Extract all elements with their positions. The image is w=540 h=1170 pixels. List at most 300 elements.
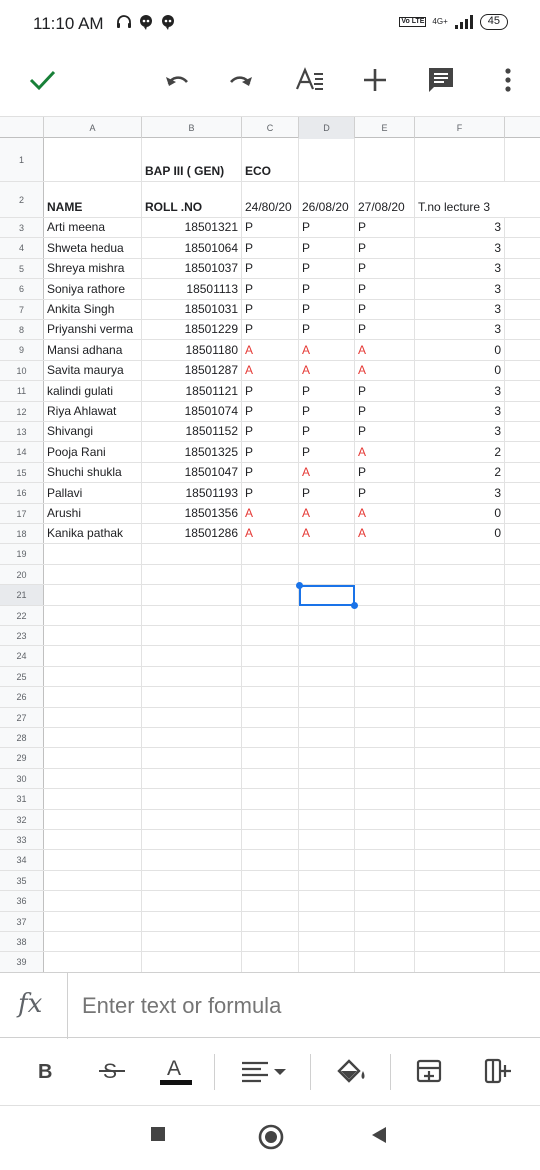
cell-b[interactable] xyxy=(142,769,242,788)
cell-a[interactable] xyxy=(44,585,142,604)
cell-d[interactable] xyxy=(299,850,355,869)
cell-d[interactable] xyxy=(299,810,355,829)
cell-c[interactable] xyxy=(242,830,299,849)
row-number[interactable]: 38 xyxy=(0,932,44,951)
cell-d[interactable]: A xyxy=(299,463,355,482)
cell-d[interactable]: P xyxy=(299,483,355,502)
cell-f[interactable] xyxy=(415,952,505,971)
cell-f[interactable] xyxy=(415,871,505,890)
cell-e[interactable] xyxy=(355,891,415,910)
cell-b[interactable] xyxy=(142,830,242,849)
cell-b[interactable] xyxy=(142,606,242,625)
cell-c[interactable]: P xyxy=(242,463,299,482)
strikethrough-button[interactable] xyxy=(94,1056,130,1086)
cell-e[interactable] xyxy=(355,646,415,665)
cell-c[interactable] xyxy=(242,606,299,625)
align-button[interactable] xyxy=(238,1056,288,1086)
cell-b[interactable] xyxy=(142,708,242,727)
row-number[interactable]: 28 xyxy=(0,728,44,747)
cell-b[interactable]: 18501321 xyxy=(142,218,242,237)
row-number[interactable]: 9 xyxy=(0,340,44,359)
cell-d[interactable] xyxy=(299,912,355,931)
cell-e[interactable]: P xyxy=(355,402,415,421)
cell-c[interactable] xyxy=(242,728,299,747)
cell-b[interactable] xyxy=(142,789,242,808)
cell-d[interactable] xyxy=(299,728,355,747)
row-number[interactable]: 17 xyxy=(0,504,44,523)
cell-b[interactable] xyxy=(142,871,242,890)
row-number[interactable]: 3 xyxy=(0,218,44,237)
cell-a[interactable]: kalindi gulati xyxy=(44,381,142,400)
cell-b[interactable]: 18501152 xyxy=(142,422,242,441)
cell-c[interactable]: P xyxy=(242,300,299,319)
row-number[interactable]: 32 xyxy=(0,810,44,829)
cell-a[interactable]: Pooja Rani xyxy=(44,442,142,461)
row-number[interactable]: 35 xyxy=(0,871,44,890)
cell-b[interactable]: 18501229 xyxy=(142,320,242,339)
cell-e[interactable]: P xyxy=(355,483,415,502)
cell-a[interactable]: Shuchi shukla xyxy=(44,463,142,482)
cell-d[interactable]: A xyxy=(299,361,355,380)
cell-b[interactable]: 18501064 xyxy=(142,238,242,257)
cell-b[interactable] xyxy=(142,585,242,604)
cell-a[interactable]: Pallavi xyxy=(44,483,142,502)
row-number[interactable]: 33 xyxy=(0,830,44,849)
cell-f[interactable] xyxy=(415,565,505,584)
row-number[interactable]: 11 xyxy=(0,381,44,400)
cell-f[interactable]: 3 xyxy=(415,422,505,441)
cell-a[interactable]: Shivangi xyxy=(44,422,142,441)
cell-f[interactable] xyxy=(415,932,505,951)
cell-a[interactable]: Mansi adhana xyxy=(44,340,142,359)
column-header-g[interactable] xyxy=(505,117,540,139)
text-format-button[interactable] xyxy=(290,60,330,100)
cell-d[interactable] xyxy=(299,830,355,849)
cell-e[interactable]: A xyxy=(355,340,415,359)
cell-a[interactable] xyxy=(44,850,142,869)
cell-b[interactable] xyxy=(142,565,242,584)
cell-f[interactable] xyxy=(415,708,505,727)
cell-f[interactable] xyxy=(415,789,505,808)
cell-d[interactable]: A xyxy=(299,504,355,523)
cell-f[interactable] xyxy=(415,585,505,604)
cell-a[interactable]: Priyanshi verma xyxy=(44,320,142,339)
cell-b[interactable]: 18501113 xyxy=(142,279,242,298)
cell-b[interactable]: ROLL .NO xyxy=(142,182,242,217)
cell-f[interactable] xyxy=(415,687,505,706)
cell-f[interactable] xyxy=(415,544,505,563)
cell-f[interactable] xyxy=(415,769,505,788)
cell-f[interactable]: 0 xyxy=(415,504,505,523)
cell-c[interactable]: P xyxy=(242,320,299,339)
row-number[interactable]: 25 xyxy=(0,667,44,686)
cell-d[interactable] xyxy=(299,708,355,727)
column-header-d[interactable]: D xyxy=(299,117,355,139)
cell-d[interactable]: P xyxy=(299,381,355,400)
cell-a[interactable] xyxy=(44,646,142,665)
cell-c[interactable]: A xyxy=(242,504,299,523)
cell-f[interactable]: 3 xyxy=(415,279,505,298)
cell-a[interactable] xyxy=(44,667,142,686)
redo-button[interactable] xyxy=(222,60,262,100)
formula-input[interactable] xyxy=(82,993,522,1019)
column-header-a[interactable]: A xyxy=(44,117,142,139)
cell-a[interactable]: Soniya rathore xyxy=(44,279,142,298)
cell-b[interactable]: 18501074 xyxy=(142,402,242,421)
bold-button[interactable] xyxy=(30,1056,60,1086)
cell-d[interactable]: P xyxy=(299,402,355,421)
cell-e[interactable] xyxy=(355,565,415,584)
cell-c[interactable] xyxy=(242,871,299,890)
cell-b[interactable] xyxy=(142,544,242,563)
cell-f[interactable] xyxy=(415,912,505,931)
cell-d[interactable]: P xyxy=(299,320,355,339)
row-number[interactable]: 1 xyxy=(0,138,44,181)
selection-handle-end[interactable] xyxy=(351,602,358,609)
cell-e[interactable] xyxy=(355,850,415,869)
cell-a[interactable] xyxy=(44,626,142,645)
cell-b[interactable] xyxy=(142,667,242,686)
cell-f[interactable] xyxy=(415,748,505,767)
row-number[interactable]: 26 xyxy=(0,687,44,706)
cell-b[interactable] xyxy=(142,626,242,645)
cell-f[interactable] xyxy=(415,646,505,665)
cell-c[interactable] xyxy=(242,565,299,584)
cell-d[interactable]: P xyxy=(299,300,355,319)
cell-f[interactable] xyxy=(415,810,505,829)
row-number[interactable]: 22 xyxy=(0,606,44,625)
cell-f[interactable] xyxy=(415,891,505,910)
cell-b[interactable]: 18501047 xyxy=(142,463,242,482)
row-number[interactable]: 10 xyxy=(0,361,44,380)
row-number[interactable]: 37 xyxy=(0,912,44,931)
cell-f[interactable] xyxy=(415,830,505,849)
cell-a[interactable] xyxy=(44,952,142,971)
cell-a[interactable]: Shweta hedua xyxy=(44,238,142,257)
cell-a[interactable] xyxy=(44,565,142,584)
cell-b[interactable]: 18501287 xyxy=(142,361,242,380)
cell-f[interactable] xyxy=(415,728,505,747)
cell-b[interactable]: 18501037 xyxy=(142,259,242,278)
cell-b[interactable] xyxy=(142,646,242,665)
row-number[interactable]: 16 xyxy=(0,483,44,502)
cell-e[interactable]: P xyxy=(355,259,415,278)
cell-c[interactable]: A xyxy=(242,361,299,380)
cell-d[interactable]: A xyxy=(299,340,355,359)
cell-b[interactable] xyxy=(142,891,242,910)
cell-e[interactable] xyxy=(355,952,415,971)
cell-e[interactable]: A xyxy=(355,361,415,380)
row-number[interactable]: 2 xyxy=(0,182,44,217)
cell-d[interactable]: 26/08/20 xyxy=(299,182,355,217)
cell-d[interactable] xyxy=(299,667,355,686)
cell-a[interactable] xyxy=(44,728,142,747)
cell-d[interactable]: A xyxy=(299,524,355,543)
text-color-button[interactable] xyxy=(158,1056,194,1086)
cell-d[interactable] xyxy=(299,565,355,584)
insert-button[interactable] xyxy=(355,60,395,100)
cell-e[interactable]: P xyxy=(355,300,415,319)
cell-a[interactable]: Savita maurya xyxy=(44,361,142,380)
cell-b[interactable] xyxy=(142,810,242,829)
cell-d[interactable] xyxy=(299,932,355,951)
cell-f[interactable]: 3 xyxy=(415,320,505,339)
cell-e[interactable] xyxy=(355,708,415,727)
cell-b[interactable]: 18501193 xyxy=(142,483,242,502)
cell-e[interactable] xyxy=(355,687,415,706)
cell-f[interactable] xyxy=(415,606,505,625)
cell-e[interactable]: A xyxy=(355,504,415,523)
cell-c[interactable] xyxy=(242,646,299,665)
cell-b[interactable]: 18501356 xyxy=(142,504,242,523)
cell-b[interactable] xyxy=(142,728,242,747)
cell-b[interactable]: 18501286 xyxy=(142,524,242,543)
cell-c[interactable]: P xyxy=(242,442,299,461)
cell-b[interactable]: 18501325 xyxy=(142,442,242,461)
fill-color-button[interactable] xyxy=(334,1056,370,1086)
cell-f[interactable]: 3 xyxy=(415,218,505,237)
insert-column-button[interactable] xyxy=(480,1056,514,1086)
cell-f[interactable]: 3 xyxy=(415,238,505,257)
column-header-f[interactable]: F xyxy=(415,117,505,139)
more-options-button[interactable] xyxy=(488,60,528,100)
cell-b[interactable] xyxy=(142,850,242,869)
cell-c[interactable] xyxy=(242,626,299,645)
cell-d[interactable] xyxy=(299,606,355,625)
cell-d[interactable] xyxy=(299,646,355,665)
cell-a[interactable] xyxy=(44,748,142,767)
cell-e[interactable] xyxy=(355,748,415,767)
cell-f[interactable]: 3 xyxy=(415,259,505,278)
cell-e[interactable]: P xyxy=(355,218,415,237)
row-number[interactable]: 31 xyxy=(0,789,44,808)
comment-button[interactable] xyxy=(421,60,461,100)
row-number[interactable]: 20 xyxy=(0,565,44,584)
cell-f[interactable]: 0 xyxy=(415,340,505,359)
cell-c[interactable]: ECO xyxy=(242,138,299,181)
row-number[interactable]: 13 xyxy=(0,422,44,441)
cell-d[interactable] xyxy=(299,891,355,910)
cell-c[interactable]: P xyxy=(242,279,299,298)
cell-e[interactable] xyxy=(355,626,415,645)
cell-d[interactable] xyxy=(299,871,355,890)
cell-c[interactable] xyxy=(242,708,299,727)
cell-e[interactable] xyxy=(355,932,415,951)
row-number[interactable]: 21 xyxy=(0,585,44,604)
column-header-b[interactable]: B xyxy=(142,117,242,139)
cell-c[interactable]: A xyxy=(242,524,299,543)
cell-e[interactable]: P xyxy=(355,422,415,441)
cell-b[interactable]: BAP III ( GEN) xyxy=(142,138,242,181)
cell-e[interactable] xyxy=(355,912,415,931)
cell-e[interactable] xyxy=(355,138,415,181)
cell-e[interactable] xyxy=(355,667,415,686)
cell-e[interactable]: P xyxy=(355,463,415,482)
cell-a[interactable]: Shreya mishra xyxy=(44,259,142,278)
cell-c[interactable] xyxy=(242,687,299,706)
cell-f[interactable] xyxy=(415,667,505,686)
cell-b[interactable] xyxy=(142,952,242,971)
row-number[interactable]: 27 xyxy=(0,708,44,727)
cell-c[interactable]: P xyxy=(242,422,299,441)
cell-f[interactable]: 2 xyxy=(415,442,505,461)
insert-row-button[interactable] xyxy=(412,1056,446,1086)
cell-e[interactable]: P xyxy=(355,279,415,298)
row-number[interactable]: 4 xyxy=(0,238,44,257)
cell-f[interactable]: 3 xyxy=(415,381,505,400)
cell-e[interactable] xyxy=(355,830,415,849)
cell-b[interactable]: 18501031 xyxy=(142,300,242,319)
cell-e[interactable] xyxy=(355,728,415,747)
cell-a[interactable] xyxy=(44,708,142,727)
cell-d[interactable] xyxy=(299,138,355,181)
cell-e[interactable] xyxy=(355,585,415,604)
cell-a[interactable] xyxy=(44,912,142,931)
cell-d[interactable]: P xyxy=(299,218,355,237)
row-number[interactable]: 24 xyxy=(0,646,44,665)
cell-c[interactable]: P xyxy=(242,381,299,400)
cell-d[interactable] xyxy=(299,769,355,788)
cell-f[interactable]: 3 xyxy=(415,300,505,319)
cell-f[interactable]: 3 xyxy=(415,483,505,502)
cell-a[interactable]: Arushi xyxy=(44,504,142,523)
row-number[interactable]: 23 xyxy=(0,626,44,645)
row-number[interactable]: 39 xyxy=(0,952,44,971)
row-number[interactable]: 19 xyxy=(0,544,44,563)
cell-d[interactable] xyxy=(299,544,355,563)
cell-c[interactable] xyxy=(242,585,299,604)
cell-a[interactable] xyxy=(44,891,142,910)
column-header-e[interactable]: E xyxy=(355,117,415,139)
row-number[interactable]: 8 xyxy=(0,320,44,339)
cell-c[interactable] xyxy=(242,789,299,808)
cell-c[interactable]: P xyxy=(242,402,299,421)
cell-c[interactable]: P xyxy=(242,483,299,502)
cell-b[interactable]: 18501121 xyxy=(142,381,242,400)
cell-a[interactable] xyxy=(44,687,142,706)
cell-e[interactable] xyxy=(355,544,415,563)
cell-d[interactable] xyxy=(299,789,355,808)
cell-c[interactable] xyxy=(242,667,299,686)
cell-d[interactable] xyxy=(299,748,355,767)
cell-d[interactable]: P xyxy=(299,238,355,257)
row-number[interactable]: 18 xyxy=(0,524,44,543)
cell-a[interactable] xyxy=(44,544,142,563)
cell-b[interactable] xyxy=(142,748,242,767)
cell-a[interactable]: Kanika pathak xyxy=(44,524,142,543)
cell-c[interactable]: P xyxy=(242,218,299,237)
row-number[interactable]: 29 xyxy=(0,748,44,767)
home-button[interactable] xyxy=(258,1124,284,1155)
cell-d[interactable]: P xyxy=(299,279,355,298)
cell-b[interactable]: 18501180 xyxy=(142,340,242,359)
cell-a[interactable] xyxy=(44,871,142,890)
cell-a[interactable] xyxy=(44,810,142,829)
cell-c[interactable] xyxy=(242,850,299,869)
cell-e[interactable] xyxy=(355,810,415,829)
cell-b[interactable] xyxy=(142,687,242,706)
row-number[interactable]: 30 xyxy=(0,769,44,788)
cell-e[interactable]: P xyxy=(355,238,415,257)
row-number[interactable]: 15 xyxy=(0,463,44,482)
select-all-corner[interactable] xyxy=(0,117,44,139)
row-number[interactable]: 6 xyxy=(0,279,44,298)
cell-a[interactable]: Ankita Singh xyxy=(44,300,142,319)
cell-d[interactable] xyxy=(299,626,355,645)
cell-e[interactable] xyxy=(355,871,415,890)
cell-a[interactable]: Riya Ahlawat xyxy=(44,402,142,421)
cell-e[interactable] xyxy=(355,606,415,625)
cell-c[interactable] xyxy=(242,810,299,829)
cell-f[interactable] xyxy=(415,850,505,869)
cell-c[interactable] xyxy=(242,748,299,767)
cell-c[interactable] xyxy=(242,932,299,951)
cell-f[interactable]: 0 xyxy=(415,361,505,380)
selected-cell-d21[interactable] xyxy=(299,585,355,605)
cell-d[interactable] xyxy=(299,952,355,971)
cell-e[interactable] xyxy=(355,769,415,788)
cell-a[interactable] xyxy=(44,769,142,788)
cell-e[interactable]: A xyxy=(355,442,415,461)
row-number[interactable]: 14 xyxy=(0,442,44,461)
cell-b[interactable] xyxy=(142,932,242,951)
cell-a[interactable]: NAME xyxy=(44,182,142,217)
cell-e[interactable]: P xyxy=(355,381,415,400)
cell-f[interactable]: T.no lecture 3 xyxy=(418,200,491,214)
cell-e[interactable] xyxy=(355,789,415,808)
cell-c[interactable]: P xyxy=(242,259,299,278)
cell-e[interactable]: 27/08/20 xyxy=(355,182,415,217)
cell-f[interactable]: 0 xyxy=(415,524,505,543)
recents-button[interactable] xyxy=(150,1126,166,1147)
cell-f[interactable]: 3 xyxy=(415,402,505,421)
cell-f[interactable] xyxy=(415,626,505,645)
cell-d[interactable]: P xyxy=(299,259,355,278)
cell-d[interactable]: P xyxy=(299,442,355,461)
cell-c[interactable] xyxy=(242,912,299,931)
cell-d[interactable] xyxy=(299,687,355,706)
row-number[interactable]: 36 xyxy=(0,891,44,910)
row-number[interactable]: 5 xyxy=(0,259,44,278)
undo-button[interactable] xyxy=(156,60,196,100)
done-button[interactable] xyxy=(22,60,62,100)
cell-e[interactable]: A xyxy=(355,524,415,543)
cell-a[interactable] xyxy=(44,138,142,181)
cell-c[interactable]: A xyxy=(242,340,299,359)
cell-a[interactable] xyxy=(44,606,142,625)
cell-c[interactable] xyxy=(242,769,299,788)
row-number[interactable]: 12 xyxy=(0,402,44,421)
column-header-c[interactable]: C xyxy=(242,117,299,139)
cell-c[interactable]: P xyxy=(242,238,299,257)
cell-b[interactable] xyxy=(142,912,242,931)
cell-e[interactable]: P xyxy=(355,320,415,339)
cell-d[interactable]: P xyxy=(299,422,355,441)
row-number[interactable]: 7 xyxy=(0,300,44,319)
cell-a[interactable] xyxy=(44,789,142,808)
cell-a[interactable]: Arti meena xyxy=(44,218,142,237)
cell-c[interactable] xyxy=(242,891,299,910)
cell-c[interactable] xyxy=(242,952,299,971)
back-button[interactable] xyxy=(370,1126,388,1149)
cell-c[interactable]: 24/80/20 xyxy=(242,182,299,217)
cell-c[interactable] xyxy=(242,544,299,563)
cell-a[interactable] xyxy=(44,932,142,951)
cell-a[interactable] xyxy=(44,830,142,849)
row-number[interactable]: 34 xyxy=(0,850,44,869)
cell-f[interactable]: 2 xyxy=(415,463,505,482)
cell-f[interactable] xyxy=(415,138,505,181)
